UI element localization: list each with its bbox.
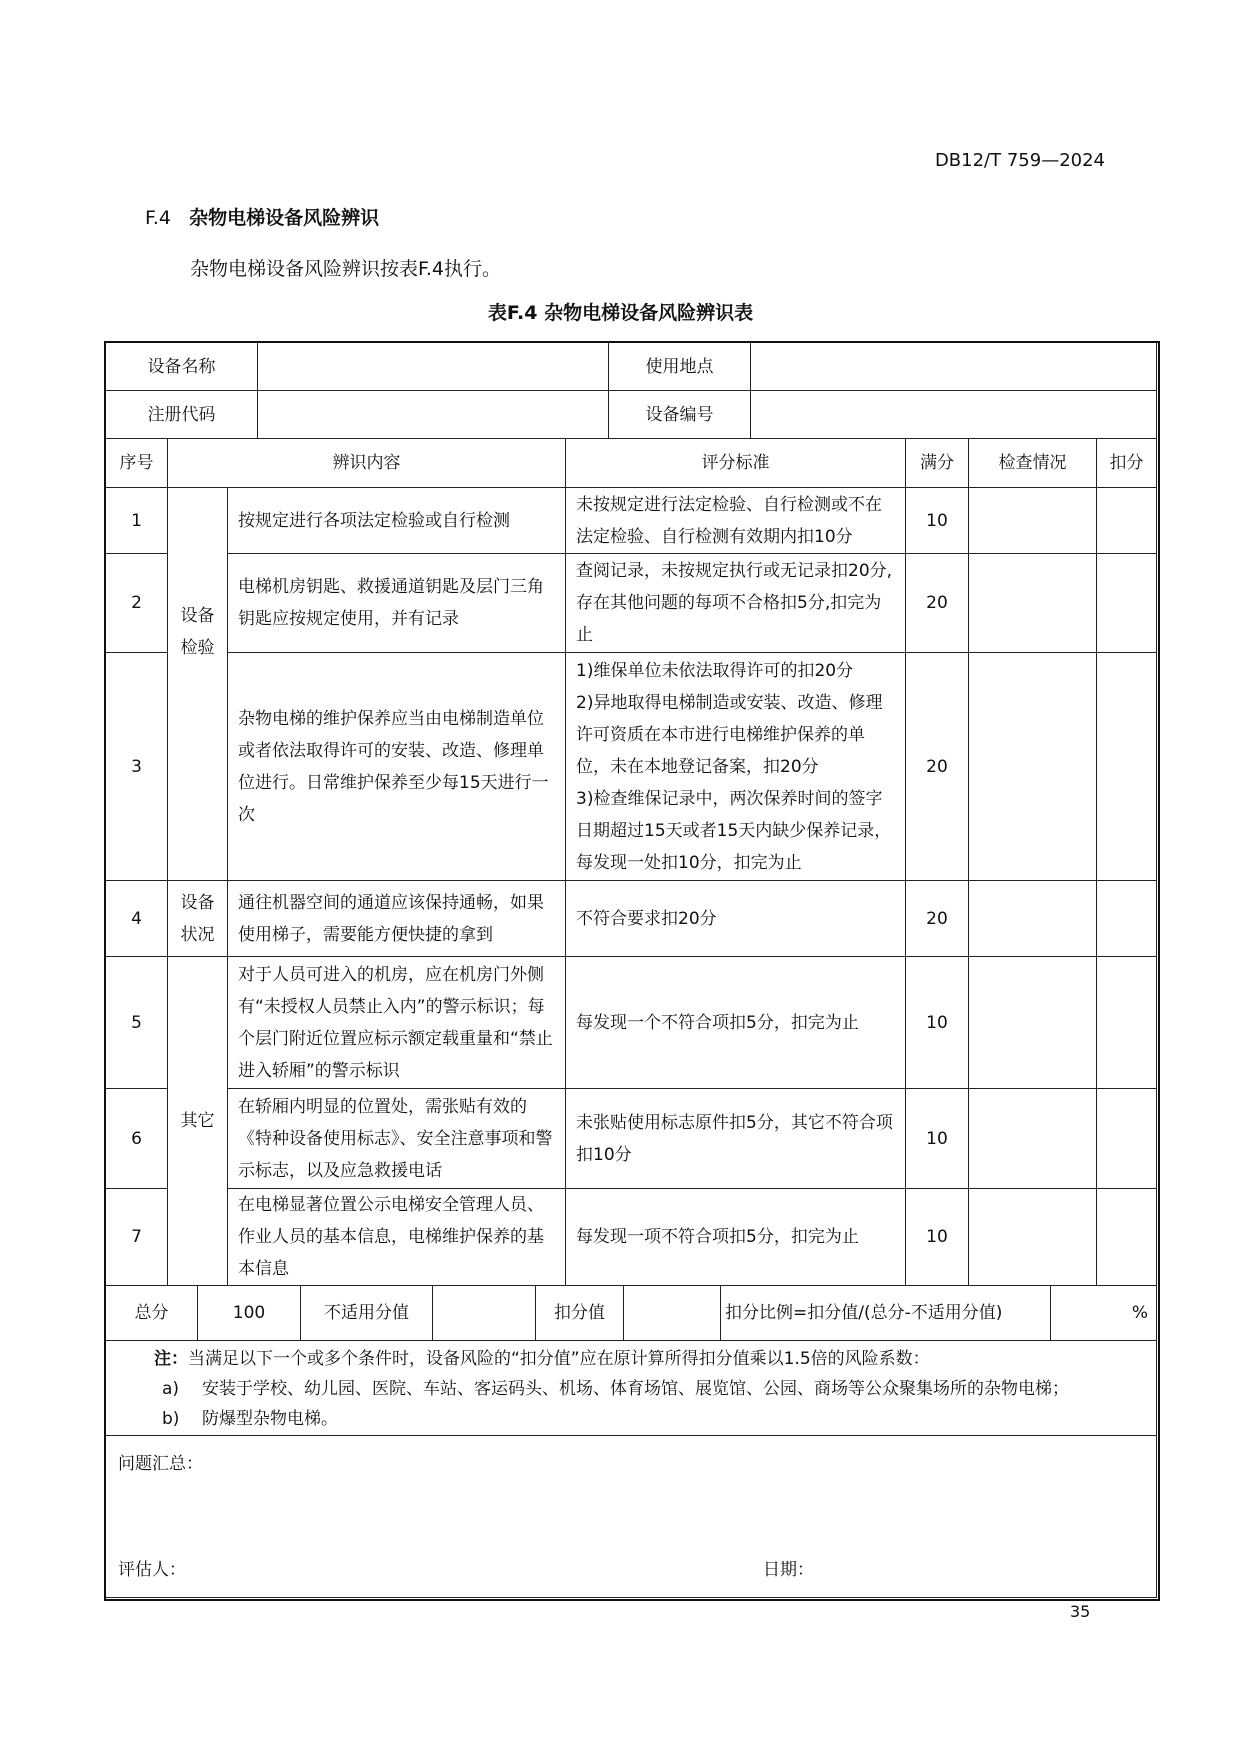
row-criteria: 未张贴使用标志原件扣5分，其它不符合项扣10分 [566,1089,906,1189]
section-number: F.4 [145,207,172,229]
total-value: 100 [198,1286,301,1341]
row-score: 10 [906,1089,969,1189]
row-no: 6 [106,1089,168,1189]
row-criteria: 未按规定进行法定检验、自行检测或不在法定检验、自行检测有效期内扣10分 [566,488,906,554]
check-cell[interactable] [969,881,1097,957]
id-field[interactable] [751,391,1157,439]
row-score: 10 [906,488,969,554]
row-content: 在轿厢内明显的位置处，需张贴有效的《特种设备使用标志》、安全注意事项和警示标志，以及应急救援电话 [228,1089,566,1189]
section-title: 杂物电梯设备风险辨识 [189,207,380,229]
section-heading [145,203,379,230]
ratio-label: 扣分比例=扣分值/(总分-不适用分值) [721,1286,1051,1341]
deduct-field[interactable] [624,1286,721,1341]
deduct-cell[interactable] [1097,881,1157,957]
deduct-cell[interactable] [1097,488,1157,554]
col-criteria: 评分标准 [566,439,906,488]
check-cell[interactable] [969,653,1097,881]
date-label: 日期： [763,1560,814,1580]
col-no: 序号 [106,439,168,488]
deduct-cell[interactable] [1097,1089,1157,1189]
row-content: 杂物电梯的维护保养应当由电梯制造单位或者依法取得许可的安装、改造、修理单位进行。日常维护保养至少每15天进行一次 [228,653,566,881]
row-score: 10 [906,957,969,1089]
info-table [105,342,1157,439]
row-no: 5 [106,957,168,1089]
row-score: 10 [906,1189,969,1286]
location-label: 使用地点 [609,343,751,391]
section-intro: 杂物电梯设备风险辨识按表F.4执行。 [190,258,502,280]
page-number: 35 [1070,1602,1091,1621]
note-b: 防爆型杂物电梯。 [202,1409,338,1429]
category: 其它 [168,957,228,1286]
row-no: 2 [106,554,168,653]
deduct-cell[interactable] [1097,653,1157,881]
table-row [106,653,1157,881]
row-criteria: 查阅记录，未按规定执行或无记录扣20分,存在其他问题的每项不合格扣5分,扣完为止 [566,554,906,653]
row-no: 1 [106,488,168,554]
deduct-cell[interactable] [1097,957,1157,1089]
deduct-cell[interactable] [1097,554,1157,653]
check-cell[interactable] [969,957,1097,1089]
col-deduct: 扣分 [1097,439,1157,488]
row-score: 20 [906,881,969,957]
check-cell[interactable] [969,1089,1097,1189]
deduct-label: 扣分值 [536,1286,624,1341]
row-content: 电梯机房钥匙、救援通道钥匙及层门三角钥匙应按规定使用，并有记录 [228,554,566,653]
table-row [106,881,1157,957]
col-score: 满分 [906,439,969,488]
name-label: 设备名称 [106,343,258,391]
col-check: 检查情况 [969,439,1097,488]
check-cell[interactable] [969,554,1097,653]
row-no: 7 [106,1189,168,1286]
row-criteria: 每发现一个不符合项扣5分，扣完为止 [566,957,906,1089]
id-label: 设备编号 [609,391,751,439]
table-row [106,957,1157,1089]
col-content: 辨识内容 [168,439,566,488]
row-no: 3 [106,653,168,881]
total-label: 总分 [106,1286,198,1341]
row-content: 对于人员可进入的机房，应在机房门外侧有“未授权人员禁止入内”的警示标识；每个层门附近位置应标示额定载重量和“禁止进入轿厢”的警示标识 [228,957,566,1089]
reg-label: 注册代码 [106,391,258,439]
row-content: 通往机器空间的通道应该保持通畅，如果使用梯子，需要能方便快捷的拿到 [228,881,566,957]
category-label: 设备状况 [180,892,215,945]
evaluator-label: 评估人： [118,1560,186,1580]
note-b-mark: b) [162,1409,180,1429]
summary-label: 问题汇总： [118,1454,203,1474]
row-no: 4 [106,881,168,957]
row-content: 按规定进行各项法定检验或自行检测 [228,488,566,554]
check-cell[interactable] [969,1189,1097,1286]
risk-table [105,438,1157,1286]
totals-table [105,1285,1157,1598]
deduct-cell[interactable] [1097,1189,1157,1286]
table-row [106,1189,1157,1286]
na-field[interactable] [433,1286,536,1341]
table-row [106,1089,1157,1189]
category [168,488,228,881]
row-criteria: 1)维保单位未依法取得许可的扣20分 2)异地取得电梯制造或安装、改造、修理许可资质在本市进行电梯维护保养的单位，未在本地登记备案，扣20分 3)检查维保记录中，两次保养时间的签字日期超过15天或者15天内缺少保养记录，每发现一处扣10分，扣完为止 [566,653,906,881]
ratio-field[interactable]: % [1051,1286,1157,1341]
row-criteria: 每发现一项不符合项扣5分，扣完为止 [566,1189,906,1286]
note-a-mark: a) [162,1379,180,1399]
row-content: 在电梯显著位置公示电梯安全管理人员、作业人员的基本信息，电梯维护保养的基本信息 [228,1189,566,1286]
name-field[interactable] [258,343,609,391]
doc-code: DB12/T 759—2024 [934,150,1105,171]
category-label: 设备检验 [180,606,215,658]
note-text: 当满足以下一个或多个条件时，设备风险的“扣分值”应在原计算所得扣分值乘以1.5倍的风险系数： [188,1349,930,1369]
table-title: 表F.4 杂物电梯设备风险辨识表 [487,302,754,324]
note-prefix: 注： [154,1349,188,1369]
category [168,881,228,957]
summary-cell[interactable] [106,1436,1157,1598]
row-criteria: 不符合要求扣20分 [566,881,906,957]
row-score: 20 [906,554,969,653]
note-a: 安装于学校、幼儿园、医院、车站、客运码头、机场、体育场馆、展览馆、公园、商场等公众聚集场所的杂物电梯； [202,1379,1069,1399]
na-label: 不适用分值 [301,1286,433,1341]
location-field[interactable] [751,343,1157,391]
reg-field[interactable] [258,391,609,439]
check-cell[interactable] [969,488,1097,554]
note-cell [106,1341,1157,1436]
row-score: 20 [906,653,969,881]
table-row [106,488,1157,554]
table-row [106,554,1157,653]
